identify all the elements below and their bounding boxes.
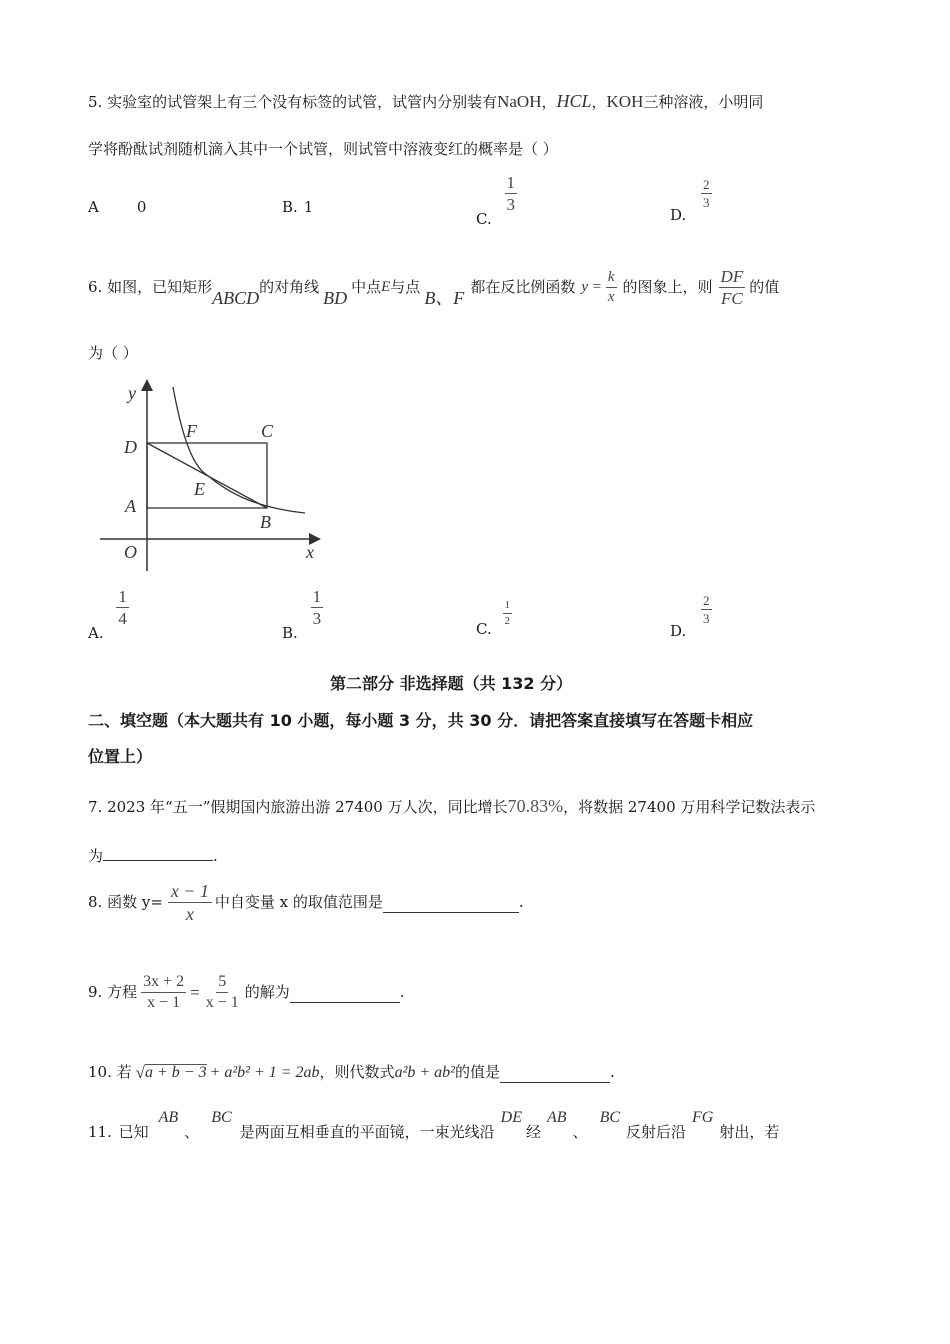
q10-text: 10. 若 [88, 1063, 132, 1081]
answer-blank[interactable] [103, 848, 213, 861]
answer-blank[interactable] [500, 1070, 610, 1083]
denominator: 2 [504, 615, 510, 627]
denominator: 3 [506, 195, 515, 214]
option-label: D. [670, 621, 687, 640]
numerator: k [606, 270, 617, 288]
equation-rest: + a²b² + 1 = 2ab [209, 1063, 320, 1081]
numerator: DF [720, 267, 744, 286]
abcd-label: ABCD [212, 287, 260, 308]
q5-line2: 学将酚酞试剂随机滴入其中一个试管，则试管中溶液变红的概率是（ ） [88, 140, 558, 158]
label-D: D [124, 437, 137, 457]
option-value: 1 [303, 198, 314, 216]
section-heading-line2: 位置上） [88, 747, 153, 766]
comma: ， [591, 93, 607, 111]
period: . [213, 847, 218, 865]
q7-text: 为 [88, 847, 104, 865]
q9-text: 9. 方程 [88, 983, 138, 1001]
q7-line1 [88, 797, 815, 815]
de-label: DE [500, 1109, 522, 1126]
denominator: 3 [703, 195, 710, 210]
q6-text: 的图象上，则 [622, 278, 713, 296]
numerator: x − 1 [168, 882, 212, 903]
period: . [518, 893, 524, 911]
ab-label: AB [547, 1109, 567, 1126]
option-label: D. [670, 205, 687, 224]
q10-text-c: 的值是 [454, 1063, 500, 1081]
q5-text-b: 三种溶液，小明同 [643, 93, 764, 111]
q6-option-b [282, 587, 323, 642]
numerator: 3x + 2 [141, 974, 186, 993]
q7-text-b: ，将数据 27400 万用科学记数法表示 [563, 798, 816, 816]
percent-value: 70.83% [507, 796, 564, 816]
k-over-x [606, 270, 617, 305]
numerator: 1 [118, 587, 127, 606]
q6-text: 的值 [749, 278, 780, 296]
sqrt-radicand: a + b − 3 [144, 1064, 207, 1081]
label-F: F [186, 421, 197, 441]
q7-text: 7. 2023 年“五一”假期国内旅游出游 27400 万人次，同比增长 [88, 798, 508, 816]
q6-line2: 为（ ） [88, 344, 138, 362]
equals-sign: = [190, 983, 200, 1002]
hcl-formula: HCL [556, 91, 592, 111]
denominator: 4 [118, 609, 127, 628]
fraction [503, 600, 513, 627]
separator: 、 [184, 1122, 200, 1141]
q6-text: 的对角线 [259, 278, 320, 296]
option-value: 0 [136, 198, 147, 216]
bf-label: B、F [424, 287, 465, 308]
fg-label: FG [692, 1109, 714, 1126]
q10-line [88, 1062, 615, 1083]
hyperbola-curve [173, 387, 305, 513]
q5-option-d [670, 177, 712, 224]
fraction [701, 178, 712, 209]
label-B: B [260, 512, 271, 532]
denominator: x [607, 289, 615, 305]
numerator: 1 [506, 173, 515, 192]
q9-line [88, 974, 405, 1011]
q8-line [88, 882, 524, 923]
q6-text: 中点 [351, 278, 382, 296]
q11-text-d: 反射后沿 [626, 1122, 687, 1141]
label-C: C [261, 421, 274, 441]
separator: 、 [572, 1122, 588, 1141]
fraction [169, 882, 211, 923]
numerator: 5 [216, 974, 228, 993]
naoh-formula: NaOH [497, 92, 542, 111]
q11-text: 11. 已知 [88, 1122, 149, 1141]
period: . [399, 983, 405, 1001]
denominator: x [185, 904, 194, 924]
q6-text: 都在反比例函数 [470, 278, 576, 296]
ab-label: AB [158, 1109, 179, 1126]
label-O: O [124, 542, 137, 562]
q7-line2 [88, 848, 218, 864]
numerator: 1 [312, 587, 322, 606]
part2-title: 第二部分 非选择题（共 132 分） [330, 674, 573, 693]
option-label: B. [282, 198, 298, 216]
q6-option-a [88, 587, 129, 642]
fraction [116, 588, 129, 627]
q6-option-c [476, 599, 512, 638]
q6-figure [90, 375, 330, 580]
fraction [701, 594, 712, 625]
period: . [609, 1063, 615, 1081]
fraction-left [141, 974, 186, 1011]
q8-text-b: 中自变量 x 的取值范围是 [214, 893, 383, 911]
fraction [505, 174, 518, 213]
q6-line1 [88, 268, 779, 307]
denominator: x − 1 [205, 994, 239, 1011]
answer-blank[interactable] [383, 900, 519, 913]
q5-option-a [88, 200, 146, 215]
q9-text-b: 的解为 [244, 983, 290, 1001]
bc-label: BC [211, 1109, 232, 1126]
sqrt-radical: √ [135, 1063, 145, 1082]
numerator: 2 [703, 177, 710, 192]
label-y: y [128, 383, 136, 403]
comma: ， [541, 93, 557, 111]
bc-label: BC [599, 1109, 621, 1126]
option-label: B. [282, 623, 298, 642]
label-E: E [194, 479, 205, 499]
label-A: A [125, 496, 136, 516]
q6-option-d [670, 593, 712, 640]
e-label: E [381, 279, 391, 295]
q5-text: 5. 实验室的试管架上有三个没有标签的试管，试管内分别装有 [88, 93, 498, 111]
fraction [311, 588, 324, 627]
df-over-fc [719, 268, 746, 307]
numerator: 1 [503, 600, 513, 614]
option-label: C. [476, 209, 492, 228]
answer-blank[interactable] [290, 990, 400, 1003]
numerator: 2 [703, 593, 710, 608]
q6-text: 与点 [390, 278, 421, 296]
bd-label: BD [323, 287, 348, 308]
q11-text-b: 是两面互相垂直的平面镜，一束光线沿 [239, 1122, 495, 1141]
q10-text-b: ，则代数式 [319, 1063, 395, 1081]
q5-option-c [476, 173, 517, 228]
q11-line [88, 1109, 780, 1141]
option-label: C. [476, 619, 492, 638]
option-label: A [88, 198, 99, 216]
section-heading-line1: 二、填空题（本大题共有 10 小题，每小题 3 分，共 30 分．请把答案直接填写在答题卡相应 [88, 711, 754, 730]
denominator: x − 1 [147, 994, 181, 1011]
label-x: x [306, 542, 314, 562]
q11-text-e: 射出，若 [719, 1122, 780, 1141]
q11-text-c: 经 [525, 1122, 541, 1141]
q5-line1 [88, 92, 763, 110]
denominator: 3 [312, 609, 322, 628]
q5-option-b [282, 200, 313, 215]
expression: a²b + ab² [394, 1063, 455, 1081]
q6-text: 6. 如图，已知矩形 [88, 278, 213, 296]
denominator: 3 [703, 611, 710, 626]
koh-formula: KOH [606, 92, 644, 111]
fraction-right [204, 974, 241, 1011]
q8-text: 8. 函数 y= [88, 893, 163, 911]
denominator: FC [721, 289, 743, 308]
option-label: A. [88, 623, 104, 642]
y-equals: y = [581, 279, 602, 295]
